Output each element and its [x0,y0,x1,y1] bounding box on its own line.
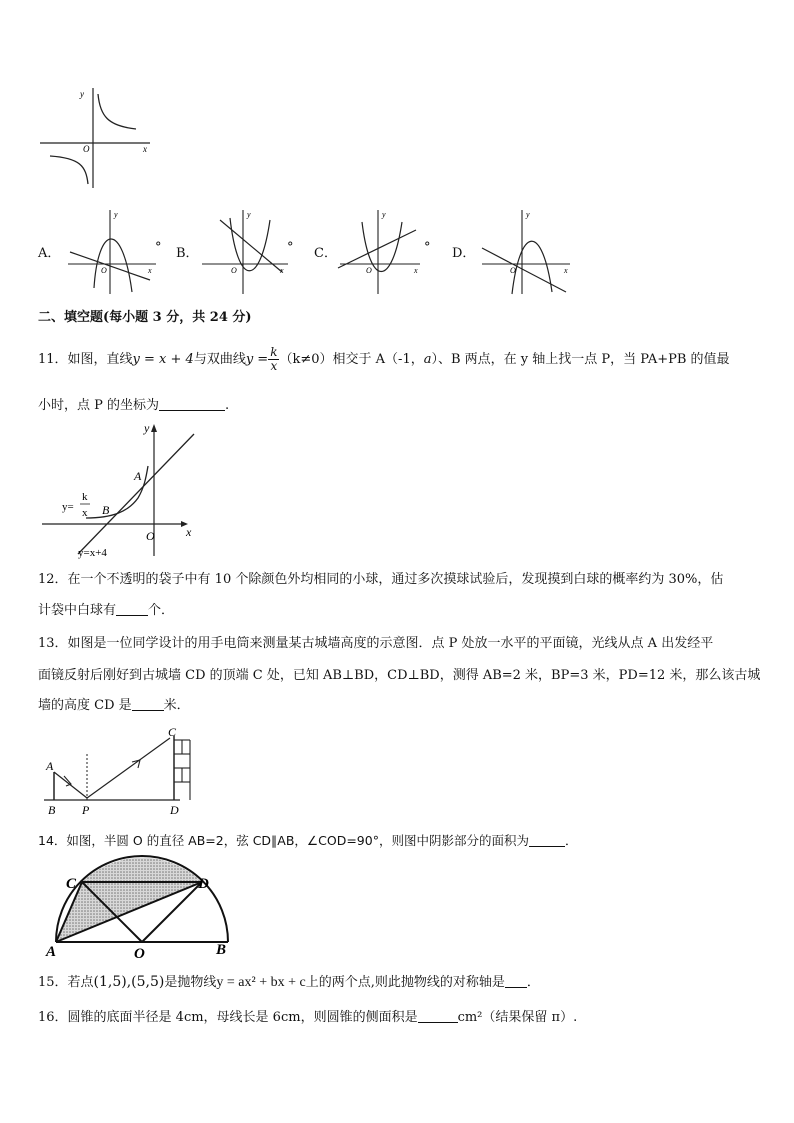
q11-fraction-denominator: x [270,359,278,373]
point-a-label: A [46,759,54,773]
q14-answer-blank[interactable] [529,833,565,847]
q13-answer-blank[interactable] [132,697,164,711]
option-c-mark: ° [424,240,431,255]
q11-line2 [38,396,229,416]
option-c-letter: C． [314,246,337,261]
q12-text-b: 个． [148,603,175,618]
origin-label: O [366,266,372,275]
x-label: x [280,266,284,275]
q15-text-2: 是抛物线 [164,975,217,990]
q12-text-a: 计袋中白球有 [38,603,117,618]
parabola [512,241,552,294]
q11-eq1: y = x + 4 [132,352,194,367]
q11-line1 [38,346,730,373]
hyperbola-label: y= [62,501,74,513]
y-label: y [80,89,84,99]
q14-figure [36,856,236,966]
q13-figure [40,726,210,816]
origin-label: O [101,266,107,275]
q11-text-5-end: . [225,398,230,413]
q11-text-1: 11．如图，直线 [38,352,133,367]
q15-line1 [38,972,540,993]
q16-answer-blank[interactable] [418,1009,458,1023]
point-p-label: P [82,803,90,817]
q13-text-b: 米． [163,698,190,713]
line-label: y=x+4 [78,547,107,559]
hyperbola-branch-q3 [50,156,88,184]
origin-label: O [146,529,155,543]
q11-fraction-numerator: k [270,345,278,359]
q13-line3 [38,696,190,716]
point-c-label: C [168,725,177,739]
option-b-mark: ° [287,240,294,255]
reflected-ray [87,738,170,798]
option-d-letter: D． [452,246,476,261]
section-heading: 二、填空题(每小题 3 分，共 24 分) [38,310,252,325]
q14-text: 14．如图，半圆 O 的直径 AB=2，弦 CD∥AB，∠COD=90°，则图中阴影部分的面积为 [38,833,529,848]
hyperbola-label-k: k [82,491,88,503]
q11-eq2-lhs: y = [245,352,269,367]
y-label: y [526,210,530,219]
point-a-label: A [134,469,142,483]
q12-answer-blank[interactable] [116,602,148,616]
option-b-letter: B． [176,246,199,261]
q16-line1 [38,1008,577,1028]
point-d-label: D [198,876,209,892]
origin-label: O [83,144,90,154]
point-o-label: O [134,946,145,962]
option-a-letter: A． [38,246,61,261]
wall-bricks [174,740,190,800]
q12-line1: 12．在一个不透明的袋子中有 10 个除颜色外均相同的小球，通过多次摸球试验后，发现摸到白球的概率约为 30%，估 [38,572,724,587]
q11-a: a [423,352,432,367]
q16-text-1: 16．圆锥的底面半径是 4cm，母线长是 6cm，则圆锥的侧面积是 [38,1010,418,1025]
q15-points: (1,5),(5,5) [93,974,165,990]
point-b-label: B [216,942,227,958]
q15-text-3: 上的两个点,则此抛物线的对称轴是 [305,975,505,990]
q11-fraction [268,346,279,373]
line-y-x-4 [78,434,194,554]
x-label: x [186,525,192,539]
q11-text-4: ）、B 两点，在 y 轴上找一点 P，当 PA+PB 的值最 [431,352,730,367]
q13-line1: 13．如图是一位同学设计的用手电筒来测量某古城墙高度的示意图．点 P 处放一水平的平面镜，光线从点 A 出发经平 [38,636,714,651]
q11-answer-blank[interactable] [159,397,225,411]
option-d-figure [478,208,588,298]
q11-text-2: 与双曲线 [193,352,246,367]
point-d-label: D [170,803,179,817]
parabola [230,218,270,271]
point-b-label: B [48,803,56,817]
light-to-mirror [54,772,87,798]
q13-line2: 面镜反射后刚好到古城墙 CD 的顶端 C 处，已知 AB⊥BD，CD⊥BD，测得 AB=2 米，BP=3 米，PD=12 米，那么该古城 [38,668,761,683]
y-label: y [382,210,386,219]
hyperbola-label-x: x [82,507,88,519]
origin-label: O [231,266,237,275]
q13-text-a: 墙的高度 CD 是 [38,698,132,713]
y-label: y [114,210,118,219]
q14-line1 [38,831,577,851]
q15-text-end: ． [526,975,540,990]
x-label: x [143,144,147,154]
option-a-mark: ° [155,240,162,255]
q11-figure [40,420,210,560]
q15-equation: y = ax² + bx + c [216,975,306,990]
q12-line2 [38,601,174,621]
q15-text-1: 15．若点 [38,975,94,990]
hyperbola-reference-figure [36,86,156,196]
x-label: x [564,266,568,275]
y-label: y [247,210,251,219]
y-axis-arrow [151,424,157,432]
q16-text-2: cm²（结果保留 π）. [457,1010,578,1025]
hyperbola-branch-q1 [98,94,136,129]
point-a-label: A [46,944,57,960]
point-b-label: B [102,503,110,517]
x-label: x [414,266,418,275]
q15-answer-blank[interactable] [505,974,527,988]
x-label: x [148,266,152,275]
q11-text-3: （k≠0）相交于 A（-1， [279,352,424,367]
parabola [94,239,132,292]
straight-line [482,248,566,292]
q14-text-end: ． [564,833,578,848]
q11-text-5: 小时，点 P 的坐标为 [38,398,160,413]
point-c-label: C [66,876,77,892]
y-label: y [144,421,150,435]
shaded-segment [82,858,202,882]
straight-line [338,230,416,268]
origin-label: O [510,266,516,275]
